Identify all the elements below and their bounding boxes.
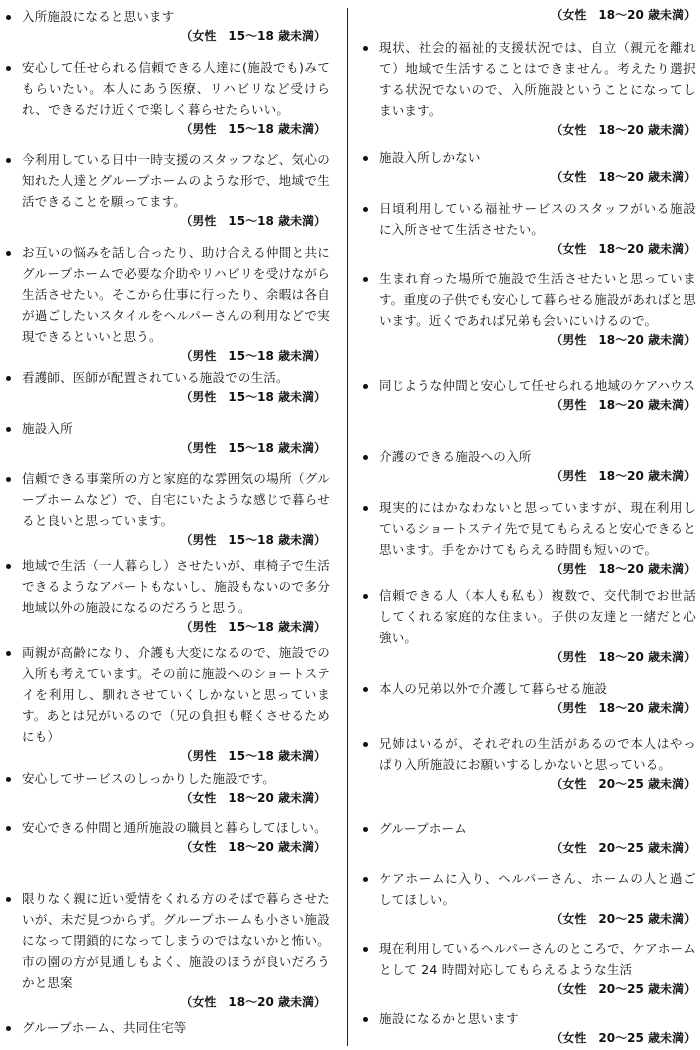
respondent-attribute: （女性 18〜20 歳未満） [180, 791, 326, 805]
respondent-attribute: （女性 15〜18 歳未満） [180, 29, 326, 43]
list-item [357, 868, 700, 928]
list-item [357, 375, 700, 414]
bullet-icon [363, 506, 368, 511]
bullet-icon [6, 477, 11, 482]
list-item [0, 468, 340, 549]
bullet-icon [363, 46, 368, 51]
response-text: 介護のできる施設への入所 [379, 449, 532, 464]
bullet-icon [6, 376, 11, 381]
list-item [357, 147, 700, 186]
list-item [357, 37, 700, 139]
column-divider [347, 8, 348, 1046]
response-text: 現在利用しているヘルパーさんのところで、ケアホームとして 24 時間対応してもらえるような生活 [379, 941, 696, 977]
respondent-attribute: （男性 15〜18 歳未満） [180, 620, 326, 634]
list-item [0, 418, 340, 457]
respondent-attribute: （男性 15〜18 歳未満） [180, 122, 326, 136]
response-text: グループホーム [379, 821, 467, 836]
respondent-attribute: （女性 18〜20 歳未満） [180, 995, 326, 1009]
list-item [357, 268, 700, 349]
respondent-attribute: （女性 18〜20 歳未満） [550, 242, 696, 256]
respondent-attribute: （女性 18〜20 歳未満） [180, 840, 326, 854]
bullet-icon [6, 427, 11, 432]
bullet-icon [6, 15, 11, 20]
response-text: 施設入所しかない [379, 150, 481, 165]
response-text: グループホーム、共同住宅等 [22, 1020, 187, 1035]
list-item [0, 768, 340, 807]
bullet-icon [363, 877, 368, 882]
response-text: ケアホームに入り、ヘルパーさん、ホームの人と過ごしてほしい。 [379, 871, 696, 907]
bullet-icon [6, 1026, 11, 1031]
list-item [357, 678, 700, 717]
bullet-icon [363, 207, 368, 212]
respondent-attribute: （女性 20〜25 歳未満） [550, 982, 696, 996]
respondent-attribute: （男性 18〜20 歳未満） [550, 650, 696, 664]
response-text: 地域で生活（一人暮らし）させたいが、車椅子で生活できるようなアパートもないし、施設もないので多分地域以外の施設になるのだろうと思う。 [22, 558, 330, 615]
respondent-attribute: （男性 18〜20 歳未満） [550, 701, 696, 715]
response-text: 生まれ育った場所で施設で生活させたいと思っています。重度の子供でも安心して暮らせる施設があればと思います。近くであれば兄弟も会いにいけるので。 [379, 271, 696, 328]
bullet-icon [363, 594, 368, 599]
list-item [357, 818, 700, 857]
respondent-attribute: （男性 15〜18 歳未満） [180, 533, 326, 547]
bullet-icon [363, 742, 368, 747]
list-item [0, 367, 340, 406]
bullet-icon [6, 251, 11, 256]
bullet-icon [363, 827, 368, 832]
respondent-attribute: （女性 20〜25 歳未満） [550, 912, 696, 926]
bullet-icon [6, 826, 11, 831]
list-item [357, 938, 700, 998]
bullet-icon [363, 687, 368, 692]
bullet-icon [363, 455, 368, 460]
respondent-attribute: （女性 20〜25 歳未満） [550, 1031, 696, 1045]
bullet-icon [6, 564, 11, 569]
respondent-attribute: （女性 18〜20 歳未満） [550, 8, 696, 22]
bullet-icon [363, 947, 368, 952]
list-item [357, 446, 700, 485]
list-item [0, 555, 340, 636]
response-text: 両親が高齢になり、介護も大変になるので、施設での入所も考えています。その前に施設へのショートステイを利用し、馴れさせていくしかないと思っています。あとは兄がいるので（兄の負担も軽くさせるためにも） [22, 645, 330, 744]
response-text: 信頼できる事業所の方と家庭的な雰囲気の場所（グループホームなど）で、自宅にいたような感じで暮らせると良いと思っています。 [22, 471, 330, 528]
bullet-icon [6, 66, 11, 71]
respondent-attribute: （男性 18〜20 歳未満） [550, 398, 696, 412]
response-text: 限りなく親に近い愛情をくれる方のそばで暮らさせたいが、未だ見つからず。グループホームも小さい施設になって閉鎖的になってしまうのではないかと怖い。市の園の方が見通しもよく、施設のほうが良いだろうかと思案 [22, 891, 330, 990]
response-text: 看護師、医師が配置されている施設での生活。 [22, 370, 289, 385]
response-text: 現実的にはかなわないと思っていますが、現在利用しているショートステイ先で見てもらえると安心できると思います。手をかけてもらえる時間も短いので。 [379, 500, 696, 557]
list-item [0, 888, 340, 1011]
list-item [0, 57, 340, 138]
response-text: 信頼できる人（本人も私も）複数で、交代制でお世話してくれる家庭的な住まい。子供の友達と一緒だと心強い。 [379, 588, 696, 645]
list-item [357, 733, 700, 793]
response-text: 本人の兄弟以外で介護して暮らせる施設 [379, 681, 608, 696]
bullet-icon [6, 158, 11, 163]
response-text: 日頃利用している福祉サービスのスタッフがいる施設に入所させて生活させたい。 [379, 201, 696, 237]
bullet-icon [363, 384, 368, 389]
list-item [357, 1008, 700, 1047]
list-item [357, 497, 700, 578]
respondent-attribute: （男性 18〜20 歳未満） [550, 469, 696, 483]
bullet-icon [6, 651, 11, 656]
list-item [0, 242, 340, 365]
list-item [0, 149, 340, 230]
list-item [357, 6, 700, 24]
respondent-attribute: （男性 15〜18 歳未満） [180, 441, 326, 455]
bullet-icon [6, 897, 11, 902]
response-text: 施設になるかと思います [379, 1011, 519, 1026]
list-item [0, 642, 340, 765]
list-item [0, 1017, 340, 1038]
response-text: 安心できる仲間と通所施設の職員と暮らしてほしい。 [22, 820, 327, 835]
response-text: 安心して任せられる信頼できる人達に(施設でも)みてもらいたい。本人にあう医療、リハビリなど受けられ、できるだけ近くで楽しく暮らせたらいい。 [22, 60, 330, 117]
respondent-attribute: （女性 20〜25 歳未満） [550, 777, 696, 791]
response-text: 兄姉はいるが、それぞれの生活があるので本人はやっぱり入所施設にお願いするしかないと思っている。 [379, 736, 696, 772]
respondent-attribute: （男性 15〜18 歳未満） [180, 349, 326, 363]
response-text: 同じような仲間と安心して任せられる地域のケアハウス [379, 378, 696, 393]
list-item [0, 6, 340, 45]
bullet-icon [6, 777, 11, 782]
list-item [0, 817, 340, 856]
response-text: 現状、社会的福祉的支援状況では、自立（親元を離れて）地域で生活することはできません。考えたり選択する状況でないので、入所施設ということになってしまいます。 [379, 40, 696, 118]
respondent-attribute: （男性 15〜18 歳未満） [180, 749, 326, 763]
respondent-attribute: （男性 18〜20 歳未満） [550, 562, 696, 576]
bullet-icon [363, 1017, 368, 1022]
response-text: 今利用している日中一時支援のスタッフなど、気心の知れた人達とグループホームのような形で、地域で生活できることを願ってます。 [22, 152, 330, 209]
respondent-attribute: （女性 18〜20 歳未満） [550, 123, 696, 137]
respondent-attribute: （女性 20〜25 歳未満） [550, 841, 696, 855]
response-text: 施設入所 [22, 421, 73, 436]
respondent-attribute: （男性 18〜20 歳未満） [550, 333, 696, 347]
respondent-attribute: （女性 18〜20 歳未満） [550, 170, 696, 184]
response-text: 入所施設になると思います [22, 9, 175, 24]
respondent-attribute: （男性 15〜18 歳未満） [180, 214, 326, 228]
respondent-attribute: （男性 15〜18 歳未満） [180, 390, 326, 404]
list-item [357, 198, 700, 258]
response-text: お互いの悩みを話し合ったり、助け合える仲間と共にグループホームで必要な介助やリハビリを受けながら生活させたい。そこから仕事に行ったり、余暇は各自が過ごしたいスタイルをヘルパーさんの利用などで実現できるといいと思う。 [22, 245, 330, 344]
list-item [357, 585, 700, 666]
response-text: 安心してサービスのしっかりした施設です。 [22, 771, 276, 786]
bullet-icon [363, 156, 368, 161]
bullet-icon [363, 277, 368, 282]
